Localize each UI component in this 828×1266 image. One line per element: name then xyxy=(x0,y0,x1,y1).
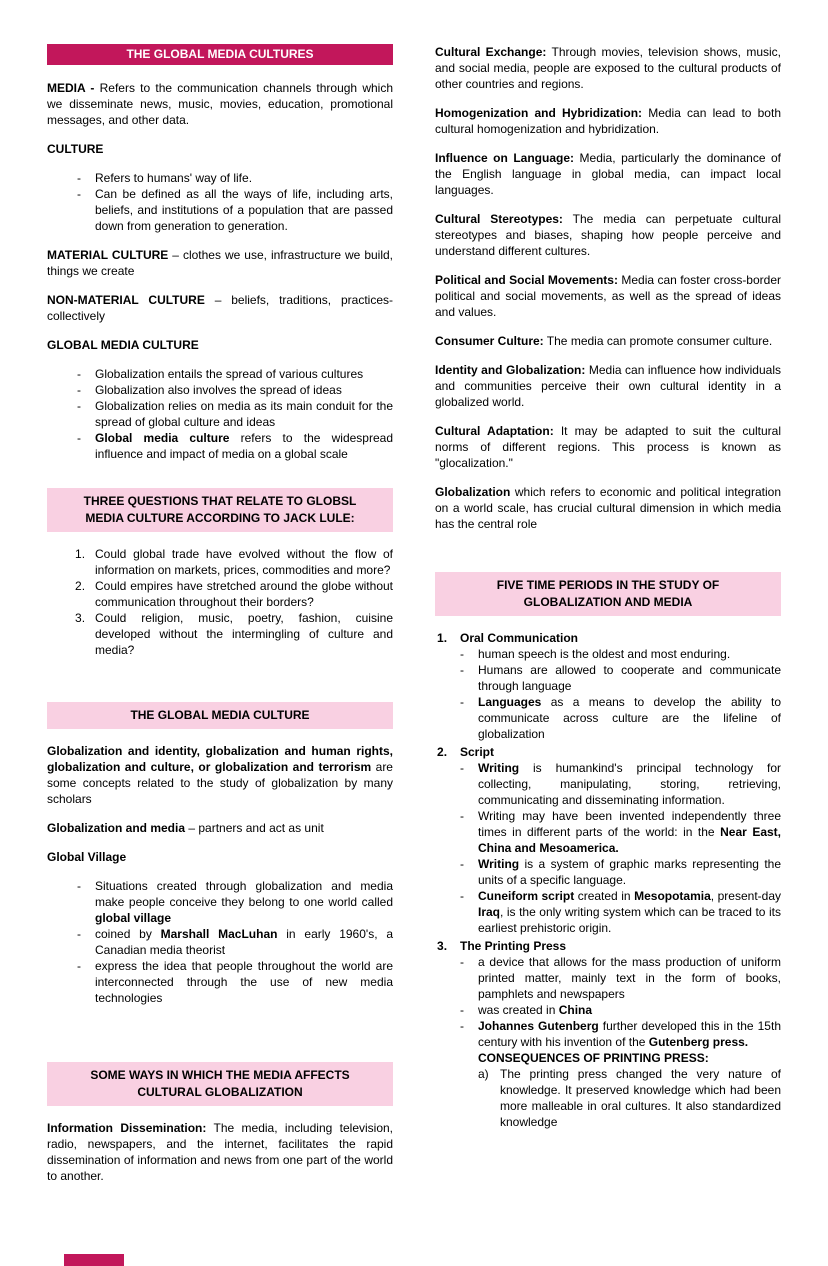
list-item: - Globalization entails the spread of various cultures xyxy=(47,366,393,382)
list-item: - Globalization also involves the spread of ideas xyxy=(47,382,393,398)
list-item: - Global media culture refers to the widespread influence and impact of media on a global scale xyxy=(47,430,393,462)
material-culture-paragraph: MATERIAL CULTURE – clothes we use, infrastructure we build, things we create xyxy=(47,248,393,278)
global-media-culture-subheader: THE GLOBAL MEDIA CULTURE xyxy=(47,702,393,729)
alpha-list-marker: a) xyxy=(478,1067,489,1081)
period-sublist xyxy=(435,646,781,742)
list-item: - Globalization relies on media as its main conduit for the spread of global culture and ideas xyxy=(47,398,393,430)
section-banner: THE GLOBAL MEDIA CULTURES xyxy=(47,44,393,65)
consequence-item xyxy=(435,1066,781,1130)
influence-on-language-paragraph: Influence on Language: Media, particularly the dominance of the English language in global media, can impact local languages. xyxy=(435,151,782,197)
five-time-periods-list xyxy=(435,630,781,1130)
consequences-header: CONSEQUENCES OF PRINTING PRESS: xyxy=(478,1051,709,1065)
global-media-culture-list xyxy=(47,366,393,462)
question-item: Could religion, music, poetry, fashion, cuisine developed without the intermingling of culture and media? xyxy=(95,611,393,657)
information-dissemination-paragraph: Information Dissemination: The media, including television, radio, newspapers, and the internet, facilitates the rapid dissemination of information and news from one part of the world to another. xyxy=(47,1121,394,1183)
list-item: - express the idea that people throughout the world are interconnected through the use of new media technologies xyxy=(47,958,393,1006)
list-item: - Writing is humankind's principal technology for collecting, manipulating, storing, retrieving, communicating and disseminating information. xyxy=(435,760,781,808)
list-item: - Can be defined as all the ways of life, including arts, beliefs, and institutions of a population that are passed down from generation to generation. xyxy=(47,186,393,234)
list-item: - Humans are allowed to cooperate and communicate through language xyxy=(435,662,781,694)
three-questions-list xyxy=(47,546,393,658)
right-column xyxy=(435,44,781,1197)
non-material-culture-paragraph: NON-MATERIAL CULTURE – beliefs, traditions, practices-collectively xyxy=(47,293,393,323)
period-item xyxy=(435,744,781,936)
cultural-adaptation-paragraph: Cultural Adaptation: It may be adapted to suit the cultural norms of different regions. This process is known as "glocalization." xyxy=(435,424,781,470)
period-item xyxy=(435,630,781,742)
global-village-heading: Global Village xyxy=(47,850,127,864)
list-item: - Cuneiform script created in Mesopotamia, present-day Iraq, is the only writing system which can be traced to its earliest prehistoric origin. xyxy=(435,888,781,936)
globalization-and-media-paragraph: Globalization and media – partners and act as unit xyxy=(47,821,324,835)
three-questions-header: THREE QUESTIONS THAT RELATE TO GLOBSL MEDIA CULTURE ACCORDING TO JACK LULE: xyxy=(47,488,393,532)
period-title: Oral Communication xyxy=(460,631,579,645)
consumer-culture-paragraph: Consumer Culture: The media can promote consumer culture. xyxy=(435,334,773,348)
global-village-list xyxy=(47,878,393,1006)
list-item: - Situations created through globalization and media make people conceive they belong to one world called global village xyxy=(47,878,393,926)
political-social-movements-paragraph: Political and Social Movements: Media can foster cross-border political and social movements, as well as the spread of ideas and values. xyxy=(435,273,781,319)
list-item: - Languages as a means to develop the ability to communicate across culture are the lifeline of globalization xyxy=(435,694,781,742)
period-title: The Printing Press xyxy=(460,939,567,953)
consequence-text: The printing press changed the very nature of knowledge. It preserved knowledge which had been more malleable in oral cultures. It also standardized knowledge xyxy=(500,1067,781,1129)
global-media-culture-heading: GLOBAL MEDIA CULTURE xyxy=(47,338,199,352)
list-item: - was created in China xyxy=(435,1002,781,1018)
homogenization-paragraph: Homogenization and Hybridization: Media can lead to both cultural homogenization and hybridization. xyxy=(435,106,781,136)
media-affects-globalization-header: SOME WAYS IN WHICH THE MEDIA AFFECTS CULTURAL GLOBALIZATION xyxy=(47,1062,393,1106)
list-item: - a device that allows for the mass production of uniform printed matter, mainly text in the form of books, pamphlets and newspapers xyxy=(435,954,781,1002)
cultural-stereotypes-paragraph: Cultural Stereotypes: The media can perpetuate cultural stereotypes and biases, shaping how people perceive and understand different cultures. xyxy=(435,212,782,258)
question-item: Could empires have stretched around the globe without communication throughout their borders? xyxy=(95,579,393,609)
culture-list xyxy=(47,170,393,234)
globalization-definition-paragraph: Globalization which refers to economic and political integration on a world scale, has crucial cultural dimension in which media has the central role xyxy=(435,485,781,531)
period-title: Script xyxy=(460,745,495,759)
period-item xyxy=(435,938,781,1130)
identity-globalization-paragraph: Identity and Globalization: Media can influence how individuals and communities perceive their own cultural identity in a globalized world. xyxy=(435,363,781,409)
left-column xyxy=(47,44,393,1197)
media-definition-paragraph: MEDIA - Refers to the communication channels through which we disseminate news, music, movies, education, promotional messages, and other data. xyxy=(47,81,393,127)
question-item: Could global trade have evolved without the flow of information on markets, prices, commodities and more? xyxy=(95,547,393,577)
list-item: - Johannes Gutenberg further developed this in the 15th century with his invention of the Gutenberg press. xyxy=(435,1018,781,1050)
cultural-exchange-paragraph: Cultural Exchange: Through movies, television shows, music, and social media, people are exposed to the cultural products of other countries and regions. xyxy=(435,45,781,91)
list-item: - Writing may have been invented independently three times in different parts of the world: in the Near East, China and Mesoamerica. xyxy=(435,808,781,856)
list-item: - coined by Marshall MacLuhan in early 1960's, a Canadian media theorist xyxy=(47,926,393,958)
period-sublist xyxy=(435,954,781,1050)
culture-heading: CULTURE xyxy=(47,142,104,156)
five-time-periods-header: FIVE TIME PERIODS IN THE STUDY OF GLOBALIZATION AND MEDIA xyxy=(435,572,781,616)
partial-next-section-banner xyxy=(64,1254,124,1266)
list-item: - Writing is a system of graphic marks representing the units of a specific language. xyxy=(435,856,781,888)
globalization-concepts-paragraph: Globalization and identity, globalization and human rights, globalization and culture, or globalization and terrorism are some concepts related to the study of globalization by many scholars xyxy=(47,744,393,806)
list-item: - human speech is the oldest and most enduring. xyxy=(435,646,781,662)
list-item: - Refers to humans' way of life. xyxy=(47,170,393,186)
period-sublist xyxy=(435,760,781,936)
